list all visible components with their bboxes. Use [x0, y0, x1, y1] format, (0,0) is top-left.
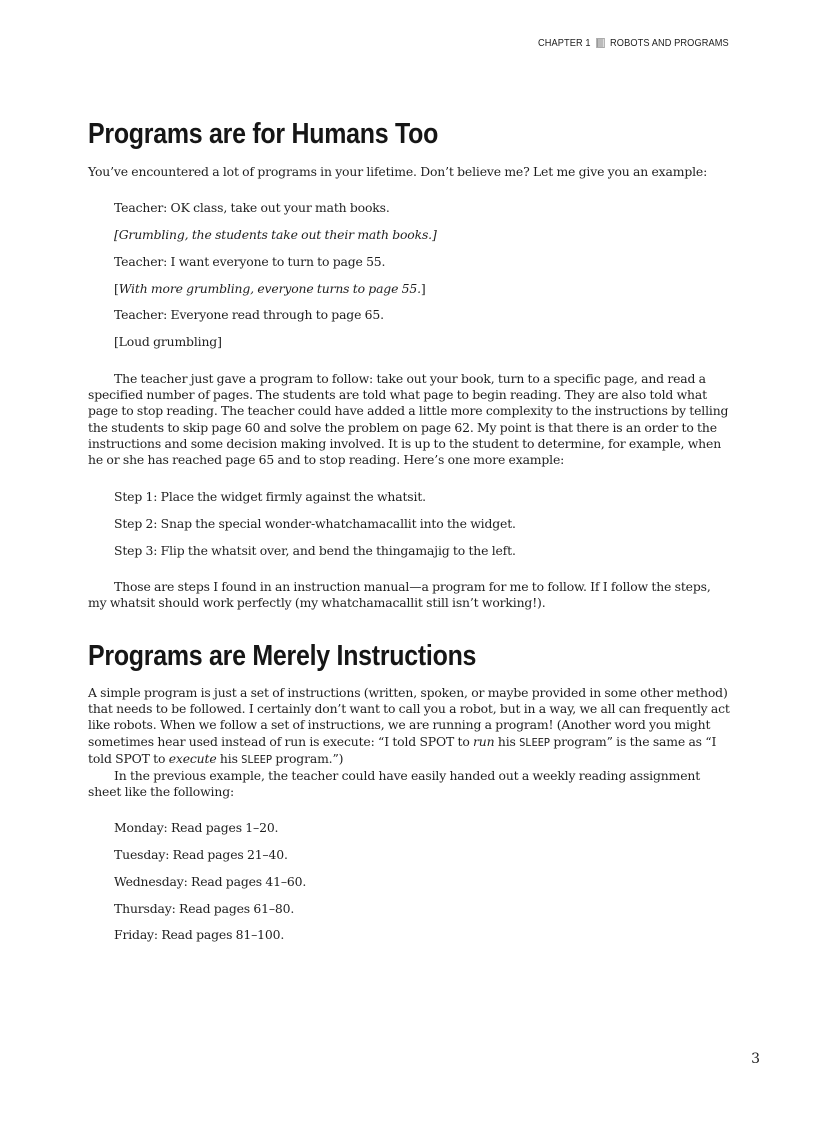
chapter-title: ROBOTS AND PROGRAMS: [610, 37, 729, 49]
section-heading-humans: Programs are for Humans Too: [88, 118, 439, 150]
dialogue-line: [Grumbling, the students take out their math books.]: [114, 227, 437, 242]
schedule-item: Tuesday: Read pages 21–40.: [114, 847, 288, 862]
body-paragraph: In the previous example, the teacher could have easily handed out a weekly reading assignment sheet like the following:: [88, 768, 701, 800]
square-separator-icon: [596, 38, 605, 48]
dialogue-line: Teacher: OK class, take out your math books.: [114, 200, 390, 215]
dialogue-line: Teacher: Everyone read through to page 65.: [114, 307, 384, 322]
step-item: Step 2: Snap the special wonder-whatchamacallit into the widget.: [114, 516, 516, 531]
code-run: SLEEP: [241, 753, 273, 766]
schedule-item: Monday: Read pages 1–20.: [114, 820, 279, 835]
dialogue-line: [Loud grumbling]: [114, 334, 222, 349]
body-paragraph: The teacher just gave a program to follow: take out your book, turn to a specific page, and read a specified number of pages. The students are told what page to begin reading. They are also told what page to stop reading. The teacher could have added a little more complexity to the instructions by telling the students to skip page 60 and solve the problem on page 62. My point is that there is an order to the instructions and some decision making involved. It is up to the student to determine, for example, when he or she has reached page 65 and to stop reading. Here’s one more example:: [88, 371, 729, 468]
running-head: [538, 37, 729, 49]
text-run: A simple program is just a set of instructions (written, spoken, or maybe provided in some other method) that needs to be followed. I certainly don’t want to call you a robot, but in a way, we all can frequently act like robots. When we follow a set of instructions, we are running a program! (Another word you might sometimes hear used instead of run is execute: “I told SPOT to: [88, 685, 730, 749]
body-paragraph: Those are steps I found in an instruction manual—a program for me to follow. If I follow the steps, my whatsit should work perfectly (my whatchamacallit still isn’t working!).: [88, 579, 711, 611]
schedule-item: Friday: Read pages 81–100.: [114, 927, 285, 942]
italic-run: run: [473, 733, 495, 749]
text-run: program.”): [272, 750, 344, 766]
text-run: his: [494, 733, 520, 749]
chapter-label: CHAPTER 1: [538, 37, 591, 49]
section-heading-instructions: Programs are Merely Instructions: [88, 640, 477, 672]
body-paragraph: [88, 685, 730, 768]
step-item: Step 1: Place the widget firmly against the whatsit.: [114, 489, 426, 504]
schedule-item: Thursday: Read pages 61–80.: [114, 901, 295, 916]
text-run: program” is the same as “I told SPOT to: [88, 733, 717, 766]
schedule-item: Wednesday: Read pages 41–60.: [114, 874, 307, 889]
dialogue-italic-text: Grumbling, the students take out their math books.: [118, 227, 432, 242]
step-item: Step 3: Flip the whatsit over, and bend the thingamajig to the left.: [114, 543, 516, 558]
dialogue-italic-text: With more grumbling, everyone turns to page 55.: [118, 281, 421, 296]
intro-paragraph: You’ve encountered a lot of programs in your lifetime. Don’t believe me? Let me give you an example:: [88, 164, 708, 179]
dialogue-line: Teacher: I want everyone to turn to page 55.: [114, 254, 386, 269]
code-run: SLEEP: [519, 736, 550, 749]
text-run: his: [216, 750, 242, 766]
page-number: 3: [751, 1051, 760, 1067]
dialogue-line: [With more grumbling, everyone turns to page 55.]: [114, 281, 426, 296]
italic-execute: execute: [168, 750, 217, 766]
